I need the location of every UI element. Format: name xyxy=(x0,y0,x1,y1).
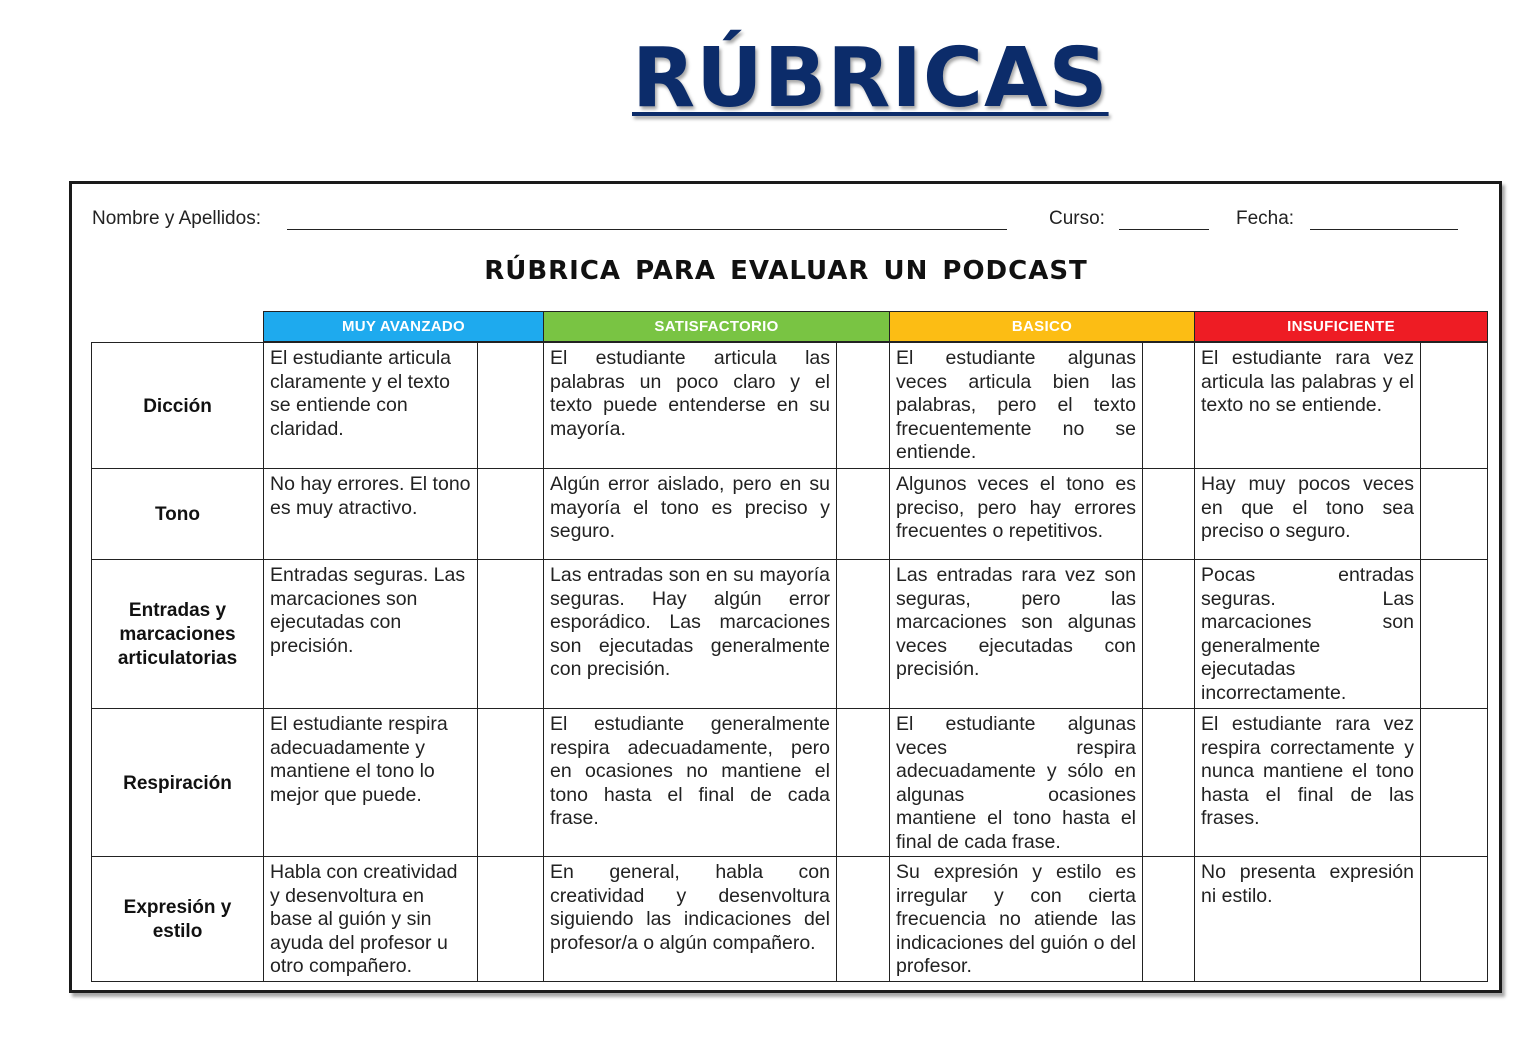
cell-muy-avanzado: Habla con creatividad y desenvoltura en base al guión y sin ayuda del profesor u otro compañero. xyxy=(264,857,478,982)
course-label: Curso: xyxy=(1049,208,1105,229)
cell-basico: Su expresión y estilo es irregular y con cierta frecuencia no atiende las indicaciones del guión o del profesor. xyxy=(890,857,1143,982)
rubric-table xyxy=(91,342,1488,982)
rubric-title: RÚBRICA PARA EVALUAR UN PODCAST xyxy=(484,256,1088,286)
criterion-diccion: Dicción xyxy=(92,343,264,469)
table-row xyxy=(92,709,1488,857)
cell-muy-avanzado: El estudiante respira adecuadamente y mantiene el tono lo mejor que puede. xyxy=(264,709,478,857)
date-label: Fecha: xyxy=(1236,208,1295,229)
page-title: RÚBRICAS xyxy=(632,31,1109,126)
cell-satisfactorio: Las entradas son en su mayoría seguras. Hay algún error esporádico. Las marcaciones son ejecutadas generalmente con precisión. xyxy=(544,560,837,709)
cell-muy-avanzado: No hay errores. El tono es muy atractivo. xyxy=(264,469,478,560)
cell-insuficiente: El estudiante rara vez articula las palabras y el texto no se entiende. xyxy=(1195,343,1421,469)
date-blank[interactable] xyxy=(1310,229,1458,230)
cell-satisfactorio: En general, habla con creatividad y desenvoltura siguiendo las indicaciones del profesor/a o algún compañero. xyxy=(544,857,837,982)
cell-muy-avanzado: El estudiante articula claramente y el texto se entiende con claridad. xyxy=(264,343,478,469)
table-row xyxy=(92,343,1488,469)
cell-basico: El estudiante algunas veces articula bien las palabras, pero el texto frecuentemente no se entiende. xyxy=(890,343,1143,469)
table-row xyxy=(92,857,1488,982)
cell-basico: Las entradas rara vez son seguras, pero las marcaciones son algunas veces ejecutadas con precisión. xyxy=(890,560,1143,709)
name-blank[interactable] xyxy=(287,229,1007,230)
level-header-basico: BASICO xyxy=(889,311,1195,342)
level-header-insuficiente: INSUFICIENTE xyxy=(1194,311,1488,342)
cell-satisfactorio: El estudiante articula las palabras un poco claro y el texto puede entenderse en su mayoría. xyxy=(544,343,837,469)
cell-insuficiente: Hay muy pocos veces en que el tono sea preciso o seguro. xyxy=(1195,469,1421,560)
criterion-entradas: Entradas y marcaciones articulatorias xyxy=(92,560,264,709)
cell-satisfactorio: Algún error aislado, pero en su mayoría el tono es preciso y seguro. xyxy=(544,469,837,560)
table-row xyxy=(92,469,1488,560)
cell-insuficiente: El estudiante rara vez respira correctamente y nunca mantiene el tono hasta el final de las frases. xyxy=(1195,709,1421,857)
criterion-expresion: Expresión y estilo xyxy=(92,857,264,982)
cell-basico: El estudiante algunas veces respira adecuadamente y sólo en algunas ocasiones mantiene el tono hasta el final de cada frase. xyxy=(890,709,1143,857)
level-header-satisfactorio: SATISFACTORIO xyxy=(543,311,890,342)
criterion-respiracion: Respiración xyxy=(92,709,264,857)
cell-insuficiente: Pocas entradas seguras. Las marcaciones son generalmente ejecutadas incorrectamente. xyxy=(1195,560,1421,709)
cell-muy-avanzado: Entradas seguras. Las marcaciones son ejecutadas con precisión. xyxy=(264,560,478,709)
criterion-tono: Tono xyxy=(92,469,264,560)
cell-insuficiente: No presenta expresión ni estilo. xyxy=(1195,857,1421,982)
name-label: Nombre y Apellidos: xyxy=(92,208,261,229)
course-blank[interactable] xyxy=(1119,229,1209,230)
level-header-muy-avanzado: MUY AVANZADO xyxy=(263,311,544,342)
table-row xyxy=(92,560,1488,709)
cell-satisfactorio: El estudiante generalmente respira adecuadamente, pero en ocasiones no mantiene el tono hasta el final de cada frase. xyxy=(544,709,837,857)
cell-basico: Algunos veces el tono es preciso, pero hay errores frecuentes o repetitivos. xyxy=(890,469,1143,560)
